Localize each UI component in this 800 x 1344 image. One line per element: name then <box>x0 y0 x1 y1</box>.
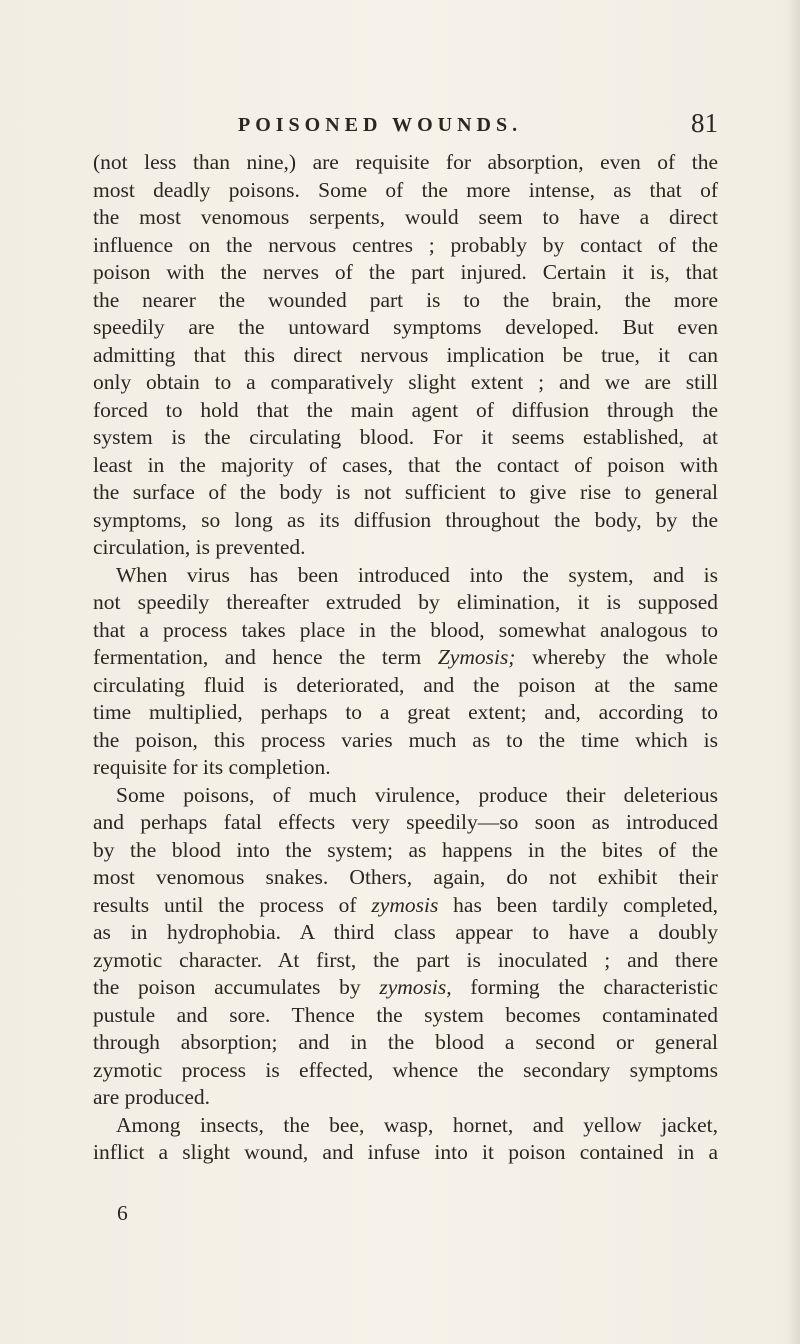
italic-term: Zymosis; <box>437 645 516 669</box>
text-segment: fermentation, and hence the term <box>93 645 438 669</box>
text-line: and perhaps fatal effects very speedily—so soon as introduced <box>93 810 718 834</box>
text-line: symptoms, so long as its diffusion throughout the body, by the <box>93 507 718 532</box>
running-title: POISONED WOUNDS. <box>238 114 523 136</box>
text-line: inflict a slight wound, and infuse into it poison contained in a <box>93 1140 718 1164</box>
text-line: not speedily thereafter extruded by elimination, it is supposed <box>93 590 718 614</box>
text-line: that a process takes place in the blood, somewhat analogous to <box>93 617 718 642</box>
signature-mark: 6 <box>117 1201 128 1225</box>
text-line: the most venomous serpents, would seem to have a direct <box>93 205 718 229</box>
text-line: speedily are the untoward symptoms developed. But even <box>93 315 718 339</box>
text-segment: forming the characteristic <box>451 975 718 999</box>
text-segment: results until the process of <box>93 892 372 917</box>
text-line: time multiplied, perhaps to a great extent; and, according to <box>93 700 718 724</box>
text-line <box>93 892 718 920</box>
text-segment: has been tardily completed, <box>438 892 718 917</box>
page-edge-shadow <box>786 0 800 1344</box>
text-line: as in hydrophobia. A third class appear to have a doubly <box>93 920 718 944</box>
text-line: forced to hold that the main agent of diffusion through the <box>93 397 718 422</box>
text-line: (not less than nine,) are requisite for absorption, even of the <box>93 150 718 174</box>
text-line: the nearer the wounded part is to the brain, the more <box>93 287 718 312</box>
text-line: pustule and sore. Thence the system becomes contaminated <box>93 1002 718 1027</box>
text-line: circulating fluid is deteriorated, and the poison at the same <box>93 672 718 697</box>
text-line: zymotic character. At first, the part is inoculated ; and there <box>93 947 718 972</box>
text-line: When virus has been introduced into the system, and is <box>116 562 718 587</box>
text-line: the surface of the body is not sufficient to give rise to general <box>93 480 718 504</box>
text-line: requisite for its completion. <box>93 755 331 779</box>
text-line: Among insects, the bee, wasp, hornet, and yellow jacket, <box>116 1112 718 1137</box>
body-text <box>93 149 718 1167</box>
text-line: through absorption; and in the blood a second or general <box>93 1030 718 1054</box>
text-line: circulation, is prevented. <box>93 535 306 559</box>
italic-term: zymosis, <box>379 975 452 999</box>
text-segment: whereby the whole <box>515 645 718 669</box>
text-line: least in the majority of cases, that the contact of poison with <box>93 452 718 477</box>
text-line: poison with the nerves of the part injured. Certain it is, that <box>93 260 718 284</box>
running-head <box>90 104 718 144</box>
text-segment: the poison accumulates by <box>93 975 380 999</box>
text-line: by the blood into the system; as happens in the bites of the <box>93 837 718 862</box>
text-line <box>93 644 718 672</box>
italic-term: zymosis <box>371 892 439 917</box>
text-line: most venomous snakes. Others, again, do not exhibit their <box>93 865 718 889</box>
text-line: zymotic process is effected, whence the secondary symptoms <box>93 1057 718 1082</box>
text-line: only obtain to a comparatively slight extent ; and we are still <box>93 370 718 394</box>
page-number: 81 <box>691 108 718 138</box>
text-line: admitting that this direct nervous implication be true, it can <box>93 342 718 367</box>
text-line: influence on the nervous centres ; probably by contact of the <box>93 232 718 257</box>
text-line: are produced. <box>93 1085 210 1109</box>
text-line: system is the circulating blood. For it seems established, at <box>93 425 718 449</box>
text-line: most deadly poisons. Some of the more intense, as that of <box>93 177 718 202</box>
text-line: Some poisons, of much virulence, produce their deleterious <box>116 782 718 807</box>
text-line <box>93 974 718 1002</box>
text-line: the poison, this process varies much as to the time which is <box>93 727 718 752</box>
